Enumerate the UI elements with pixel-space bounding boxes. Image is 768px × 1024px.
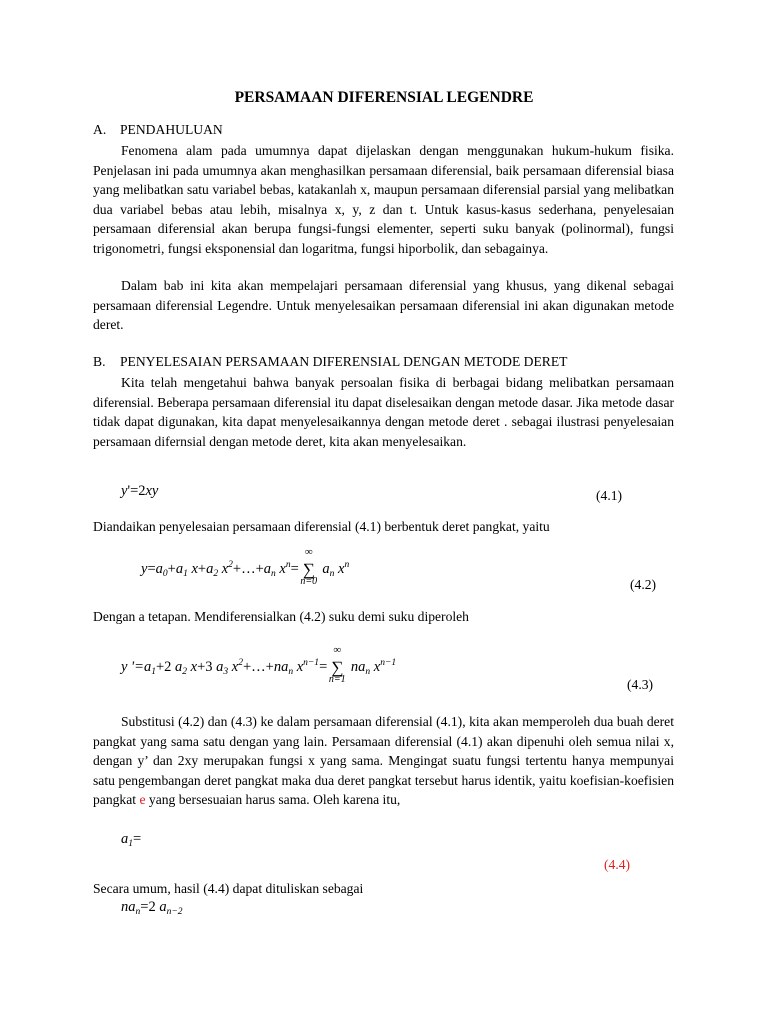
equation-number-4-1: (4.1) bbox=[596, 488, 623, 503]
section-b-paragraph-1: Kita telah mengetahui bahwa banyak persoalan fisika di berbagai bidang melibatkan persamaan diferensial. Beberapa persamaan diferensial itu dapat diselesaikan dengan metode dasar. Jika metode dasar tidak dapat digunakan, kita dapat menyelesaikannya dengan metode deret . sebagai ilustrasi penyelesaian persamaan difernsial dengan metode deret, kita akan menyelesaikan. bbox=[93, 375, 674, 449]
eq43-sum-upper: ∞ bbox=[333, 644, 342, 656]
eq45-subn: n bbox=[135, 907, 141, 917]
eq42-plus4: + bbox=[255, 561, 264, 577]
equation-4-3 bbox=[121, 644, 397, 685]
section-a-heading bbox=[93, 122, 223, 138]
eq43-plus2: + bbox=[197, 659, 206, 675]
eq41-equals: = bbox=[130, 483, 139, 499]
section-b-heading bbox=[93, 354, 567, 370]
eq43-equals2: = bbox=[319, 659, 328, 675]
eq43-sum-pownm1: n−1 bbox=[380, 658, 397, 668]
eq42-plus1: + bbox=[167, 561, 176, 577]
eq45-two: 2 bbox=[148, 899, 156, 915]
eq43-sub2: 2 bbox=[182, 667, 188, 677]
substitution-text: Substitusi (4.2) dan (4.3) ke dalam persamaan diferensial (4.1), kita akan memperoleh dua buah deret pangkat yang sama satu dengan yang lain. Persamaan diferensial (4.1) akan dipenuhi oleh semua nilai x, dengan y’ dan 2xy merupakan fungsi x yang sama. Mengingat suatu fungsi tertentu hanya mempunyai satu pengembangan deret pangkat maka dua deret pangkat tersebut harus identik, yaitu koefisian-koefisien pangkat bbox=[93, 714, 674, 808]
eq42-xn: x bbox=[279, 561, 286, 577]
eq41-y: y bbox=[121, 483, 128, 499]
eq43-coef2: 2 bbox=[164, 659, 172, 675]
eq45-subnm2: n−2 bbox=[166, 907, 183, 917]
eq41-prime: ' bbox=[127, 483, 131, 499]
eq43-x2: x bbox=[231, 659, 239, 675]
eq43-sigma: ∑ bbox=[331, 658, 344, 677]
eq43-sum-subn: n bbox=[365, 667, 371, 677]
eq42-a2: a bbox=[206, 561, 214, 577]
eq42-plus2: + bbox=[197, 561, 207, 577]
equation-recurrence bbox=[121, 900, 182, 918]
eq43-plus4: + bbox=[265, 659, 274, 675]
eq43-a1: a bbox=[143, 659, 152, 675]
eq43-na: na bbox=[273, 659, 289, 675]
eq42-a1: a bbox=[175, 561, 184, 577]
eq43-coef3: 3 bbox=[205, 659, 213, 675]
eq42-summation bbox=[299, 546, 319, 587]
eq43-lead: y '= bbox=[121, 659, 144, 675]
eq43-pow2: 2 bbox=[238, 658, 243, 668]
eq42-a0: a bbox=[155, 561, 163, 577]
section-a-number: A. bbox=[93, 122, 107, 137]
equation-number-4-3: (4.3) bbox=[627, 677, 654, 692]
section-b-number: B. bbox=[93, 354, 106, 369]
eq42-subn: n bbox=[271, 569, 276, 579]
eq42-sum-lower: n=0 bbox=[300, 576, 318, 587]
eq43-summation bbox=[327, 644, 347, 685]
eq43-pownm1: n−1 bbox=[303, 658, 320, 668]
eq43-subn: n bbox=[288, 667, 294, 677]
eq43-sub3: 3 bbox=[223, 667, 229, 677]
substitution-text-end: yang bersesuaian harus sama. Oleh karena itu, bbox=[148, 792, 401, 808]
eq42-sub2: 2 bbox=[213, 569, 219, 579]
eq42-x1: x bbox=[191, 561, 198, 577]
eq42-x2: x bbox=[221, 561, 229, 577]
eq44-sub1: 1 bbox=[128, 839, 133, 849]
eq45-equals: = bbox=[140, 899, 149, 915]
eq42-sigma: ∑ bbox=[302, 560, 315, 579]
eq42-plus3: + bbox=[232, 561, 242, 577]
general-result-line: Secara umum, hasil (4.4) dapat dituliskan sebagai bbox=[93, 881, 364, 896]
eq45-na: na bbox=[121, 899, 136, 915]
equation-4-2 bbox=[141, 546, 350, 587]
equation-4-4 bbox=[121, 832, 141, 850]
eq43-plus1: + bbox=[155, 659, 165, 675]
eq42-pow2: 2 bbox=[228, 560, 233, 570]
eq41-xy: xy bbox=[145, 483, 159, 499]
substitution-highlight: e bbox=[139, 792, 146, 808]
eq43-a2: a bbox=[175, 659, 183, 675]
eq42-equals: = bbox=[147, 561, 156, 577]
equation-4-1 bbox=[121, 484, 158, 499]
section-b-paragraph-substitution bbox=[93, 712, 674, 810]
differentiation-line: Dengan a tetapan. Mendiferensialkan (4.2) suku demi suku diperoleh bbox=[93, 609, 469, 624]
eq42-y: y bbox=[141, 561, 148, 577]
eq42-sum-pown: n bbox=[344, 560, 350, 570]
section-a-paragraph-1: Fenomena alam pada umumnya dapat dijelaskan dengan menggunakan hukum-hukum fisika. Penjelasan ini pada umumnya akan menghasilkan persamaan diferensial, baik persamaan diferensial biasa yang melibatkan satu variabel bebas, katakanlah x, maupun persamaan diferensial parsial yang melibatkan dua variabel bebas atau lebih, misalnya x, y, z dan t. Untuk kasus-kasus sederhana, penyelesaian persamaan diferensial akan berupa fungsi-fungsi elementer, seperti suku banyak (polinormal), fungsi trigonometri, fungsi eksponensial dan logaritma, fungsi hiporbolik, dan sebagainya. bbox=[93, 143, 674, 256]
eq43-sum-na: na bbox=[350, 659, 366, 675]
eq43-dots: … bbox=[251, 659, 266, 675]
equation-number-4-4: (4.4) bbox=[604, 857, 631, 872]
eq42-dots: … bbox=[241, 561, 256, 577]
eq42-an: a bbox=[263, 561, 271, 577]
eq42-sum-a: a bbox=[322, 561, 330, 577]
section-b-title: PENYELESAIAN PERSAMAAN DIFERENSIAL DENGAN METODE DERET bbox=[120, 354, 568, 369]
eq45-a: a bbox=[159, 899, 167, 915]
eq42-equals2: = bbox=[290, 561, 299, 577]
page-title: PERSAMAAN DIFERENSIAL LEGENDRE bbox=[234, 89, 534, 106]
eq44-equals: = bbox=[133, 831, 142, 847]
eq43-xn: x bbox=[296, 659, 304, 675]
series-intro-line: Diandaikan penyelesaian persamaan diferensial (4.1) berbentuk deret pangkat, yaitu bbox=[93, 519, 550, 534]
eq44-a: a bbox=[121, 831, 129, 847]
eq42-pown: n bbox=[285, 560, 291, 570]
eq43-sum-lower: n=1 bbox=[328, 674, 346, 685]
eq43-x1: x bbox=[190, 659, 198, 675]
eq42-sub0: 0 bbox=[162, 569, 168, 579]
section-a-paragraph-2: Dalam bab ini kita akan mempelajari persamaan diferensial yang khusus, yang dikenal sebagai persamaan diferensial Legendre. Untuk menyelesaikan persamaan diferensial ini akan digunakan metode deret. bbox=[93, 278, 674, 333]
eq43-sub1: 1 bbox=[151, 667, 156, 677]
eq43-a3: a bbox=[216, 659, 224, 675]
eq43-plus3: + bbox=[242, 659, 252, 675]
section-a-title: PENDAHULUAN bbox=[120, 122, 223, 137]
eq42-sum-x: x bbox=[338, 561, 345, 577]
eq42-sub1: 1 bbox=[183, 569, 188, 579]
eq41-two: 2 bbox=[138, 483, 146, 499]
eq43-sum-x: x bbox=[373, 659, 381, 675]
equation-number-4-2: (4.2) bbox=[630, 577, 657, 592]
eq42-sum-subn: n bbox=[329, 569, 335, 579]
eq42-sum-upper: ∞ bbox=[304, 546, 313, 558]
